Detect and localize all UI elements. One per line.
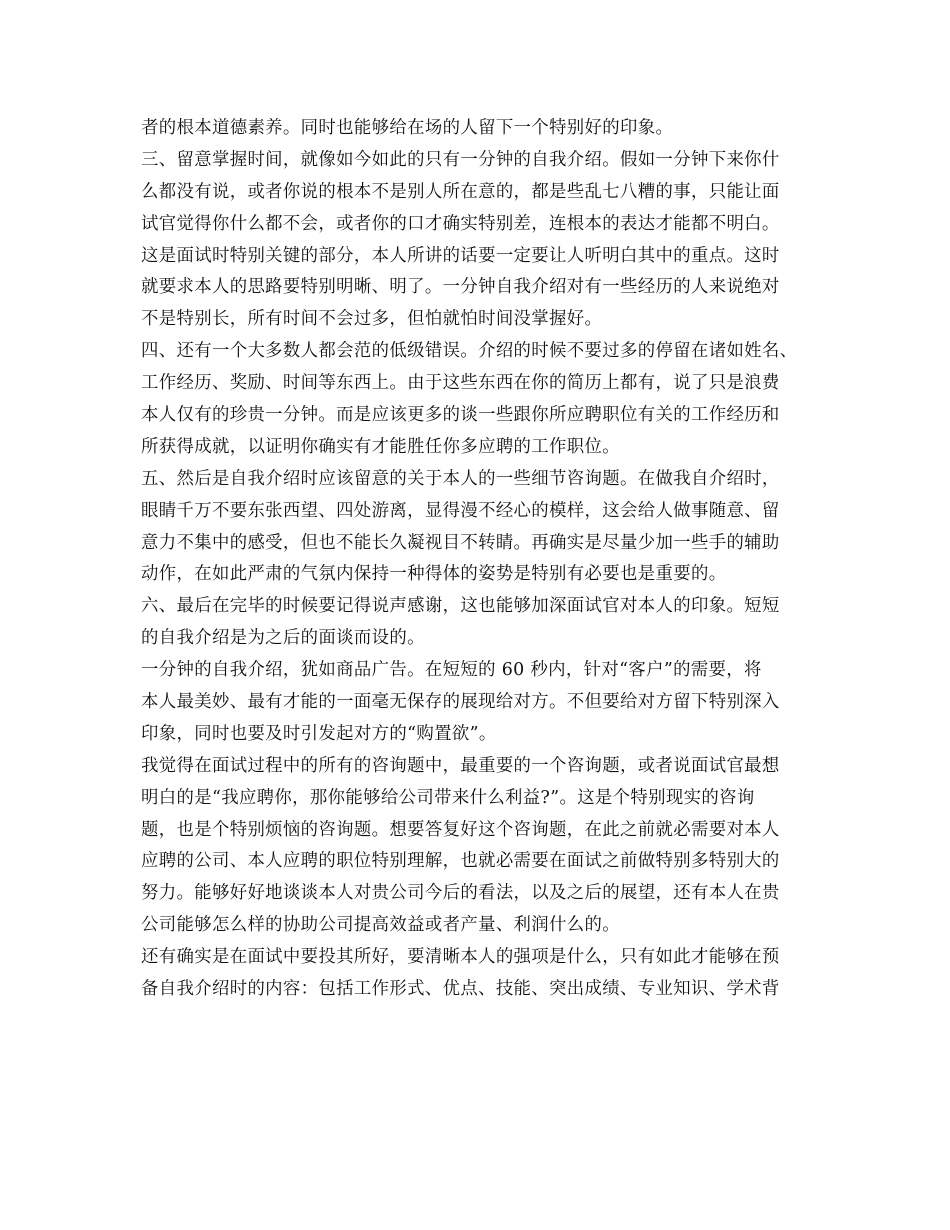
text-line: 还有确实是在面试中要投其所好，要清晰本人的强项是什么，只有如此才能够在预: [141, 947, 780, 968]
text-line: 努力。能够好好地谈谈本人对贵公司今后的看法，以及之后的展望，还有本人在贵: [141, 883, 780, 904]
text-line: 不是特别长，所有时间不会过多，但怕就怕时间没掌握好。: [141, 309, 603, 330]
text-line: 本人最美妙、最有才能的一面毫无保存的展现给对方。不但要给对方留下特别深入: [141, 692, 780, 713]
text-line: 印象，同时也要及时引发起对方的“购置欲”。: [141, 723, 497, 744]
text-line: 题，也是个特别烦恼的咨询题。想要答复好这个咨询题，在此之前就必需要对本人: [141, 819, 780, 840]
text-line: 一分钟的自我介绍，犹如商品广告。在短短的 60 秒内，针对“客户”的需要，将: [141, 660, 762, 681]
text-line: 本人仅有的珍贵一分钟。而是应该更多的谈一些跟你所应聘职位有关的工作经历和: [141, 405, 780, 426]
text-line: 备自我介绍时的内容：包括工作形式、优点、技能、突出成绩、专业知识、学术背: [141, 979, 780, 1000]
body-text: [141, 113, 821, 1006]
text-line: 三、留意掌握时间，就像如今如此的只有一分钟的自我介绍。假如一分钟下来你什: [141, 149, 780, 170]
text-line: 这是面试时特别关键的部分，本人所讲的话要一定要让人听明白其中的重点。这时: [141, 245, 780, 266]
text-line: 就要求本人的思路要特别明晰、明了。一分钟自我介绍对有一些经历的人来说绝对: [141, 277, 780, 298]
text-line: 公司能够怎么样的协助公司提高效益或者产量、利润什么的。: [141, 915, 620, 936]
text-line: 动作，在如此严肃的气氛内保持一种得体的姿势是特别有必要也是重要的。: [141, 564, 727, 585]
text-line: 明白的是“我应聘你，那你能够给公司带来什么利益?”。这是个特别现实的咨询: [141, 787, 755, 808]
text-line: 六、最后在完毕的时候要记得说声感谢，这也能够加深面试官对本人的印象。短短: [141, 596, 780, 617]
text-line: 么都没有说，或者你说的根本不是别人所在意的，都是些乱七八糟的事，只能让面: [141, 181, 780, 202]
text-line: 五、然后是自我介绍时应该留意的关于本人的一些细节咨询题。在做我自介绍时，: [141, 468, 780, 489]
text-line: 工作经历、奖励、时间等东西上。由于这些东西在你的简历上都有，说了只是浪费: [141, 373, 780, 394]
text-line: 应聘的公司、本人应聘的职位特别理解，也就必需要在面试之前做特别多特别大的: [141, 851, 780, 872]
text-line: 试官觉得你什么都不会，或者你的口才确实特别差，连根本的表达才能都不明白。: [141, 213, 780, 234]
text-line: 所获得成就，以证明你确实有才能胜任你多应聘的工作职位。: [141, 436, 620, 457]
text-line: 眼睛千万不要东张西望、四处游离，显得漫不经心的模样，这会给人做事随意、留: [141, 500, 780, 521]
text-line: 者的根本道德素养。同时也能够给在场的人留下一个特别好的印象。: [141, 118, 674, 138]
text-line: 意力不集中的感受，但也不能长久凝视目不转睛。再确实是尽量少加一些手的辅助: [141, 532, 780, 553]
text-line: 我觉得在面试过程中的所有的咨询题中，最重要的一个咨询题，或者说面试官最想: [141, 755, 780, 776]
text-line: 四、还有一个大多数人都会范的低级错误。介绍的时候不要过多的停留在诸如姓名、: [141, 341, 798, 362]
text-line: 的自我介绍是为之后的面谈而设的。: [141, 628, 425, 649]
